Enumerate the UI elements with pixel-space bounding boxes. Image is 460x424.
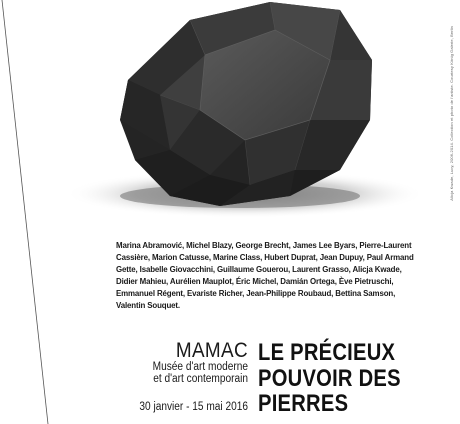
photo-credit: Alicja Kwade, Lucy, 2006-2014. Collection et photo de l'artiste. Courtesy König Galerie, Berlin	[449, 26, 454, 201]
museum-block	[110, 340, 248, 413]
title-line1: LE PRÉCIEUX	[258, 339, 396, 366]
exhibition-title	[258, 340, 426, 417]
title-line3: PIERRES	[258, 390, 349, 417]
title-line2: POUVOIR DES	[258, 364, 401, 392]
artists-list: Marina Abramović, Michel Blazy, George Brecht, James Lee Byars, Pierre-Laurent Cassière, Marion Catusse, Marine Class, Hubert Duprat, Jean Dupuy, Paul Armand Gette, Isabelle Giovacchini, Guillaume Gouerou, Laurent Grasso, Alicja Kwade, Didier Mahieu, Aurélien Mauplot, Éric Michel, Damián Ortega, Ève Pietruschi, Emmanuel Régent, Evariste Richer, Jean-Philippe Roubaud, Bettina Samson, Valentin Souquet.	[116, 240, 414, 310]
museum-name: MAMAC	[175, 339, 248, 362]
museum-subtitle-line1: Musée d'art moderne	[152, 361, 248, 373]
gem-sculpture-image	[40, 0, 440, 232]
exhibition-dates: 30 janvier - 15 mai 2016	[139, 401, 248, 413]
museum-subtitle-line2: et d'art contemporain	[153, 373, 248, 385]
